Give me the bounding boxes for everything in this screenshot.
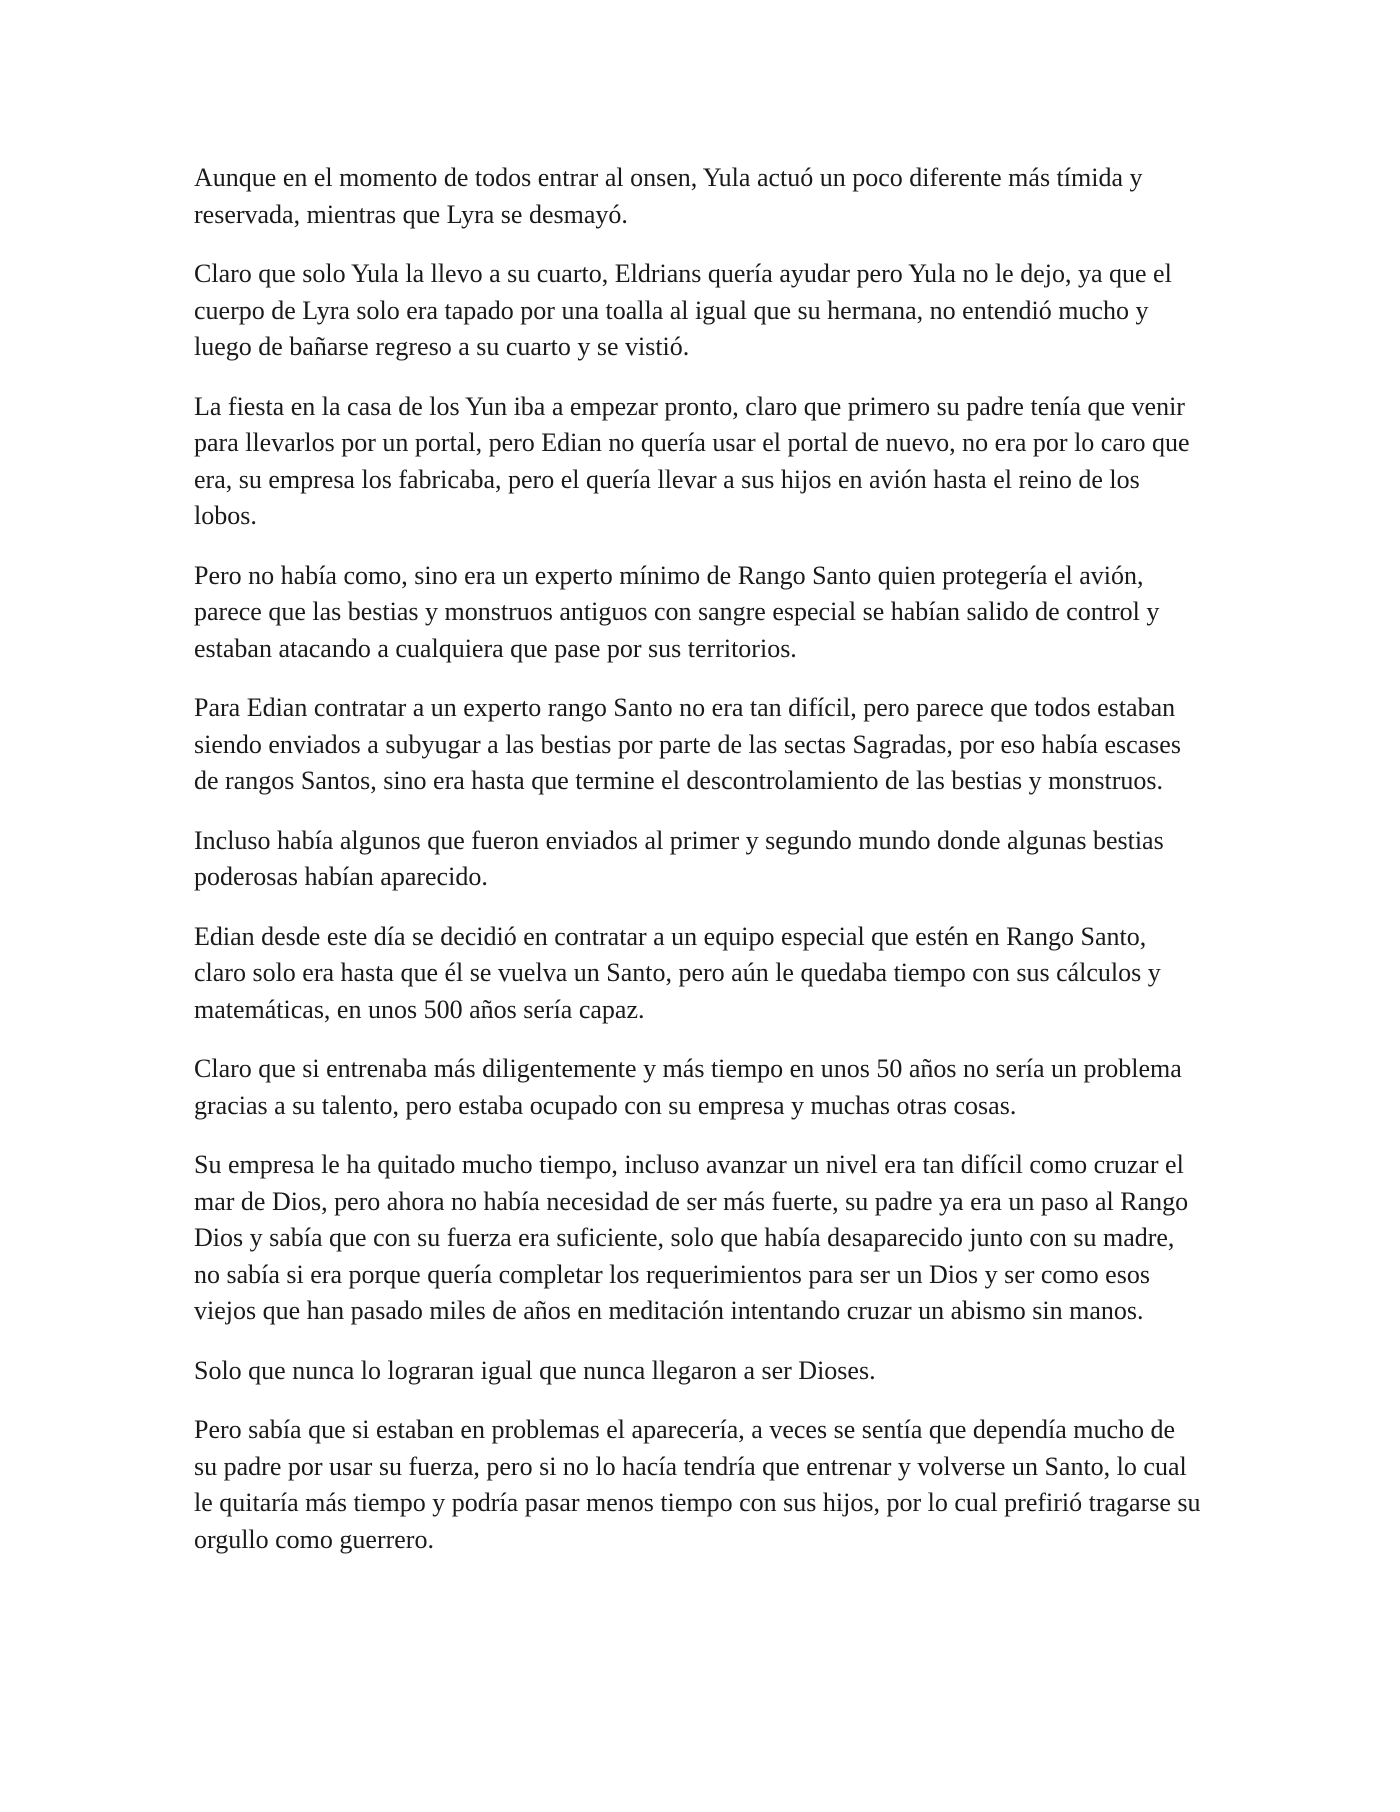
- paragraph: Pero sabía que si estaban en problemas el aparecería, a veces se sentía que dependía mucho de su padre por usar su fuerza, pero si no lo hacía tendría que entrenar y volverse un Santo, lo cual le quitaría más tiempo y podría pasar menos tiempo con sus hijos, por lo cual prefirió tragarse su orgullo como guerrero.: [194, 1415, 1201, 1554]
- paragraph: Incluso había algunos que fueron enviados al primer y segundo mundo donde algunas bestias poderosas habían aparecido.: [194, 825, 1164, 891]
- paragraph: Pero no había como, sino era un experto mínimo de Rango Santo quien protegería el avión, parece que las bestias y monstruos antiguos con sangre especial se habían salido de control y estaban atacando a cualquiera que pase por sus territorios.: [194, 560, 1160, 663]
- paragraph: Para Edian contratar a un experto rango Santo no era tan difícil, pero parece que todos estaban siendo enviados a subyugar a las bestias por parte de las sectas Sagradas, por eso había escases de rangos Santos, sino era hasta que termine el descontrolamiento de las bestias y monstruos.: [194, 693, 1181, 795]
- paragraph: Solo que nunca lo lograran igual que nunca llegaron a ser Dioses.: [194, 1355, 876, 1385]
- paragraph: Aunque en el momento de todos entrar al onsen, Yula actuó un poco diferente más tímida y reservada, mientras que Lyra se desmayó.: [194, 163, 1143, 229]
- document-body: [194, 160, 1204, 1581]
- paragraph: Claro que si entrenaba más diligentemente y más tiempo en unos 50 años no sería un problema gracias a su talento, pero estaba ocupado con su empresa y muchas otras cosas.: [194, 1054, 1182, 1120]
- paragraph: Edian desde este día se decidió en contratar a un equipo especial que estén en Rango Santo, claro solo era hasta que él se vuelva un Santo, pero aún le quedaba tiempo con sus cálculos y matemáticas, en unos 500 años sería capaz.: [194, 921, 1161, 1024]
- paragraph: La fiesta en la casa de los Yun iba a empezar pronto, claro que primero su padre tenía que venir para llevarlos por un portal, pero Edian no quería usar el portal de nuevo, no era por lo caro que era, su empresa los fabricaba, pero el quería llevar a sus hijos en avión hasta el reino de los lobos.: [194, 391, 1190, 530]
- paragraph: Su empresa le ha quitado mucho tiempo, incluso avanzar un nivel era tan difícil como cruzar el mar de Dios, pero ahora no había necesidad de ser más fuerte, su padre ya era un paso al Rango Dios y sabía que con su fuerza era suficiente, solo que había desaparecido junto con su madre, no sabía si era porque quería completar los requerimientos para ser un Dios y ser como esos viejos que han pasado miles de años en meditación intentando cruzar un abismo sin manos.: [194, 1150, 1189, 1325]
- paragraph: Claro que solo Yula la llevo a su cuarto, Eldrians quería ayudar pero Yula no le dejo, ya que el cuerpo de Lyra solo era tapado por una toalla al igual que su hermana, no entendió mucho y luego de bañarse regreso a su cuarto y se vistió.: [194, 259, 1172, 361]
